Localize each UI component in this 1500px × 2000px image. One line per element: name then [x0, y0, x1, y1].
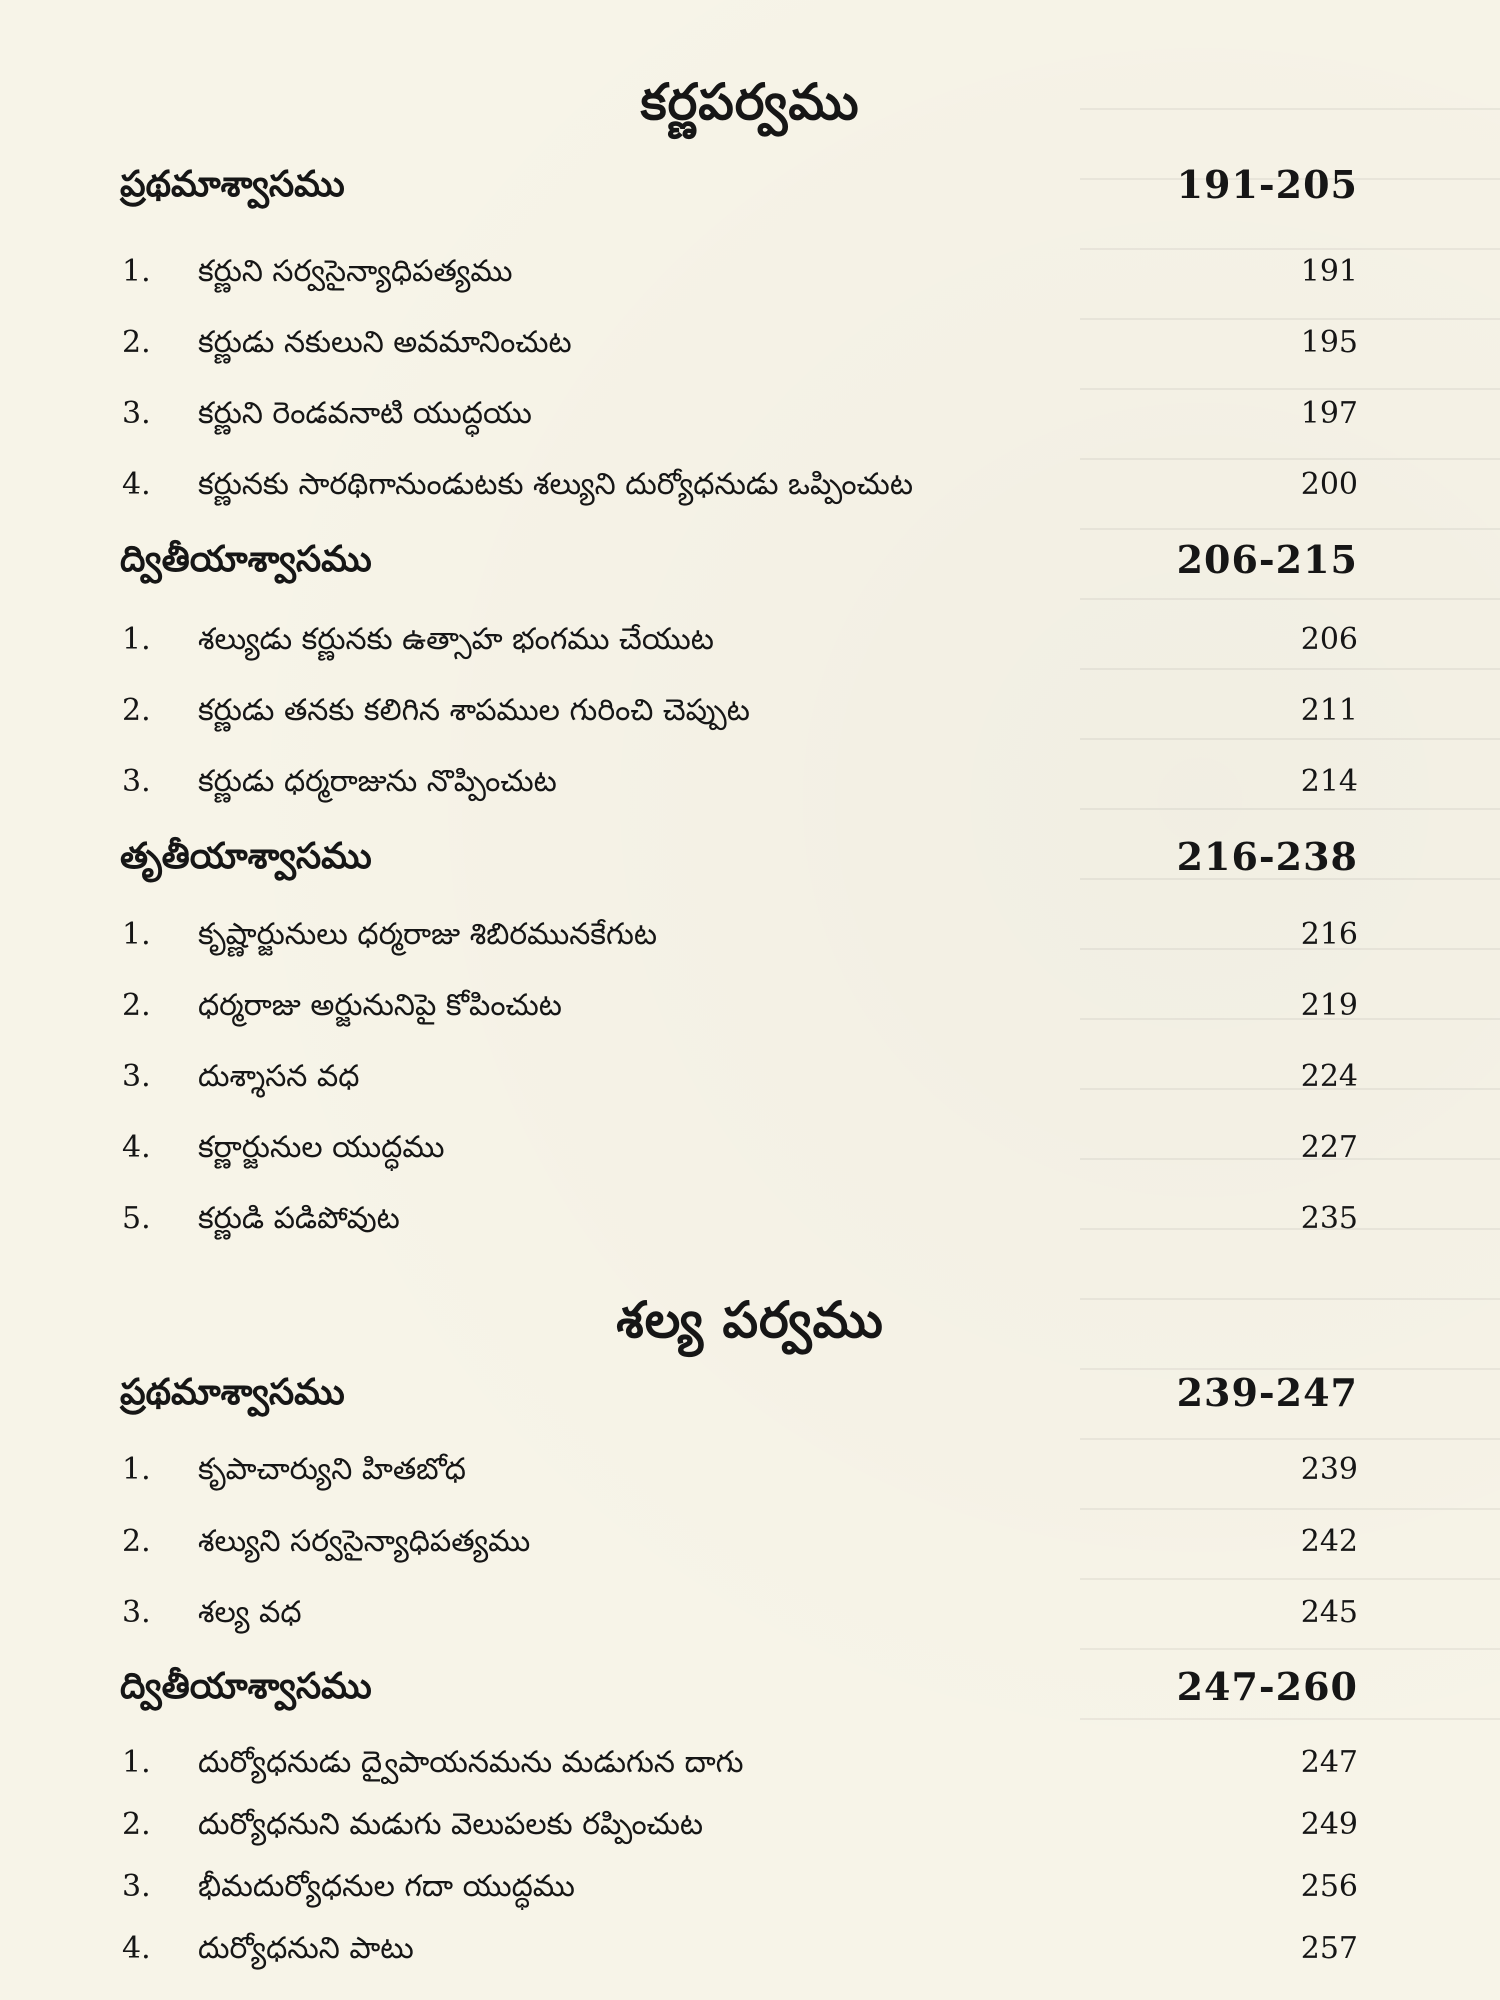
entry-page-number: 214	[1300, 764, 1358, 799]
entry-page-number: 249	[1300, 1807, 1358, 1842]
toc-entry	[120, 1448, 1358, 1492]
entry-title: కర్ణుని రెండవనాటి యుద్ధయు	[198, 396, 532, 431]
entry-title: కర్ణుని సర్వసైన్యాధిపత్యము	[198, 254, 513, 289]
entry-title: దుశ్శాసన వధ	[198, 1059, 360, 1094]
entry-page-number: 211	[1300, 693, 1358, 728]
toc-entry	[120, 392, 1358, 436]
entry-number: 1.	[122, 1745, 151, 1780]
entry-page-number: 206	[1300, 622, 1358, 657]
entry-number: 1.	[122, 917, 151, 952]
entry-number: 3.	[122, 1595, 151, 1630]
chapter-name: ప్రథమాశ్వాసము	[120, 164, 345, 205]
entry-title: దుర్యోధనుని మడుగు వెలుపలకు రప్పించుట	[198, 1807, 704, 1842]
entry-title: కర్ణుడు తనకు కలిగిన శాపముల గురించి చెప్పుట	[198, 693, 750, 728]
entry-number: 4.	[122, 467, 151, 502]
entry-title: కృష్ణార్జునులు ధర్మరాజు శిబిరమునకేగుట	[198, 917, 657, 952]
entry-number: 3.	[122, 1059, 151, 1094]
chapter-name: తృతీయాశ్వాసము	[120, 836, 372, 877]
entry-number: 2.	[122, 1524, 151, 1559]
entry-number: 3.	[122, 1869, 151, 1904]
entry-page-number: 197	[1300, 396, 1358, 431]
entry-page-number: 247	[1300, 1745, 1358, 1780]
entry-title: కర్ణార్జునుల యుద్ధము	[198, 1130, 445, 1165]
entry-number: 3.	[122, 764, 151, 799]
chapter-page-range: 216-238	[1176, 834, 1358, 879]
entry-number: 2.	[122, 1807, 151, 1842]
entry-page-number: 257	[1300, 1931, 1358, 1966]
entry-number: 1.	[122, 1452, 151, 1487]
toc-entry	[120, 1126, 1358, 1170]
entry-title: ధర్మరాజు అర్జునునిపై కోపించుట	[198, 988, 562, 1023]
entry-number: 2.	[122, 693, 151, 728]
chapter-page-range: 206-215	[1176, 537, 1358, 582]
entry-page-number: 195	[1300, 325, 1358, 360]
entry-number: 4.	[122, 1130, 151, 1165]
entry-title: శల్యుడు కర్ణునకు ఉత్సాహ భంగము చేయుట	[198, 622, 714, 657]
entry-page-number: 256	[1300, 1869, 1358, 1904]
toc-entry	[120, 913, 1358, 957]
toc-entry	[120, 760, 1358, 804]
entry-page-number: 239	[1300, 1452, 1358, 1487]
entry-page-number: 219	[1300, 988, 1358, 1023]
chapter-name: ద్వితీయాశ్వాసము	[120, 1666, 372, 1707]
entry-number: 4.	[122, 1931, 151, 1966]
entry-title: కర్ణుడు ధర్మరాజును నొప్పించుట	[198, 764, 557, 799]
chapter-page-range: 247-260	[1176, 1664, 1358, 1709]
entry-number: 3.	[122, 396, 151, 431]
entry-page-number: 235	[1300, 1201, 1358, 1236]
entry-title: శల్యుని సర్వసైన్యాధిపత్యము	[198, 1524, 531, 1559]
toc-entry	[120, 984, 1358, 1028]
toc-entry	[120, 463, 1358, 507]
entry-title: కర్ణుడు నకులుని అవమానించుట	[198, 325, 572, 360]
entry-page-number: 245	[1300, 1595, 1358, 1630]
entry-title: దుర్యోధనుడు ద్వైపాయనమను మడుగున దాగు	[198, 1745, 744, 1780]
entry-title: కర్ణునకు సారథిగానుండుటకు శల్యుని దుర్యోధనుడు ఒప్పించుట	[198, 467, 913, 502]
entry-number: 2.	[122, 988, 151, 1023]
section-title-shalya-parva: శల్య పర్వము	[616, 1291, 884, 1349]
toc-entry	[120, 1055, 1358, 1099]
chapter-page-range: 191-205	[1176, 162, 1358, 207]
toc-entry	[120, 1197, 1358, 1241]
entry-page-number: 224	[1300, 1059, 1358, 1094]
chapter-page-range: 239-247	[1176, 1370, 1358, 1415]
chapter-heading	[120, 535, 1358, 585]
entry-title: కృపాచార్యుని హితబోధ	[198, 1452, 466, 1487]
entry-page-number: 227	[1300, 1130, 1358, 1165]
entry-number: 5.	[122, 1201, 151, 1236]
toc-entry	[120, 250, 1358, 294]
toc-entry	[120, 618, 1358, 662]
chapter-heading	[120, 1662, 1358, 1712]
toc-entry	[120, 1591, 1358, 1635]
entry-page-number: 216	[1300, 917, 1358, 952]
toc-entry	[120, 321, 1358, 365]
entry-title: కర్ణుడి పడిపోవుట	[198, 1201, 400, 1236]
section-title-karna-parva: కర్ణపర్వము	[640, 73, 860, 131]
chapter-heading	[120, 832, 1358, 882]
entry-number: 1.	[122, 622, 151, 657]
chapter-heading	[120, 1368, 1358, 1418]
entry-page-number: 191	[1300, 254, 1358, 289]
entry-title: దుర్యోధనుని పాటు	[198, 1931, 414, 1966]
toc-entry	[120, 689, 1358, 733]
toc-entry	[120, 1803, 1358, 1847]
show-through-text	[1080, 60, 1500, 1760]
toc-entry	[120, 1927, 1358, 1971]
chapter-name: ద్వితీయాశ్వాసము	[120, 539, 372, 580]
toc-entry	[120, 1520, 1358, 1564]
entry-page-number: 242	[1300, 1524, 1358, 1559]
entry-number: 2.	[122, 325, 151, 360]
toc-entry	[120, 1741, 1358, 1785]
entry-number: 1.	[122, 254, 151, 289]
entry-title: శల్య వధ	[198, 1595, 302, 1630]
chapter-name: ప్రథమాశ్వాసము	[120, 1372, 345, 1413]
entry-title: భీమదుర్యోధనుల గదా యుద్ధము	[198, 1869, 575, 1904]
entry-page-number: 200	[1300, 467, 1358, 502]
toc-entry	[120, 1865, 1358, 1909]
chapter-heading	[120, 160, 1358, 210]
